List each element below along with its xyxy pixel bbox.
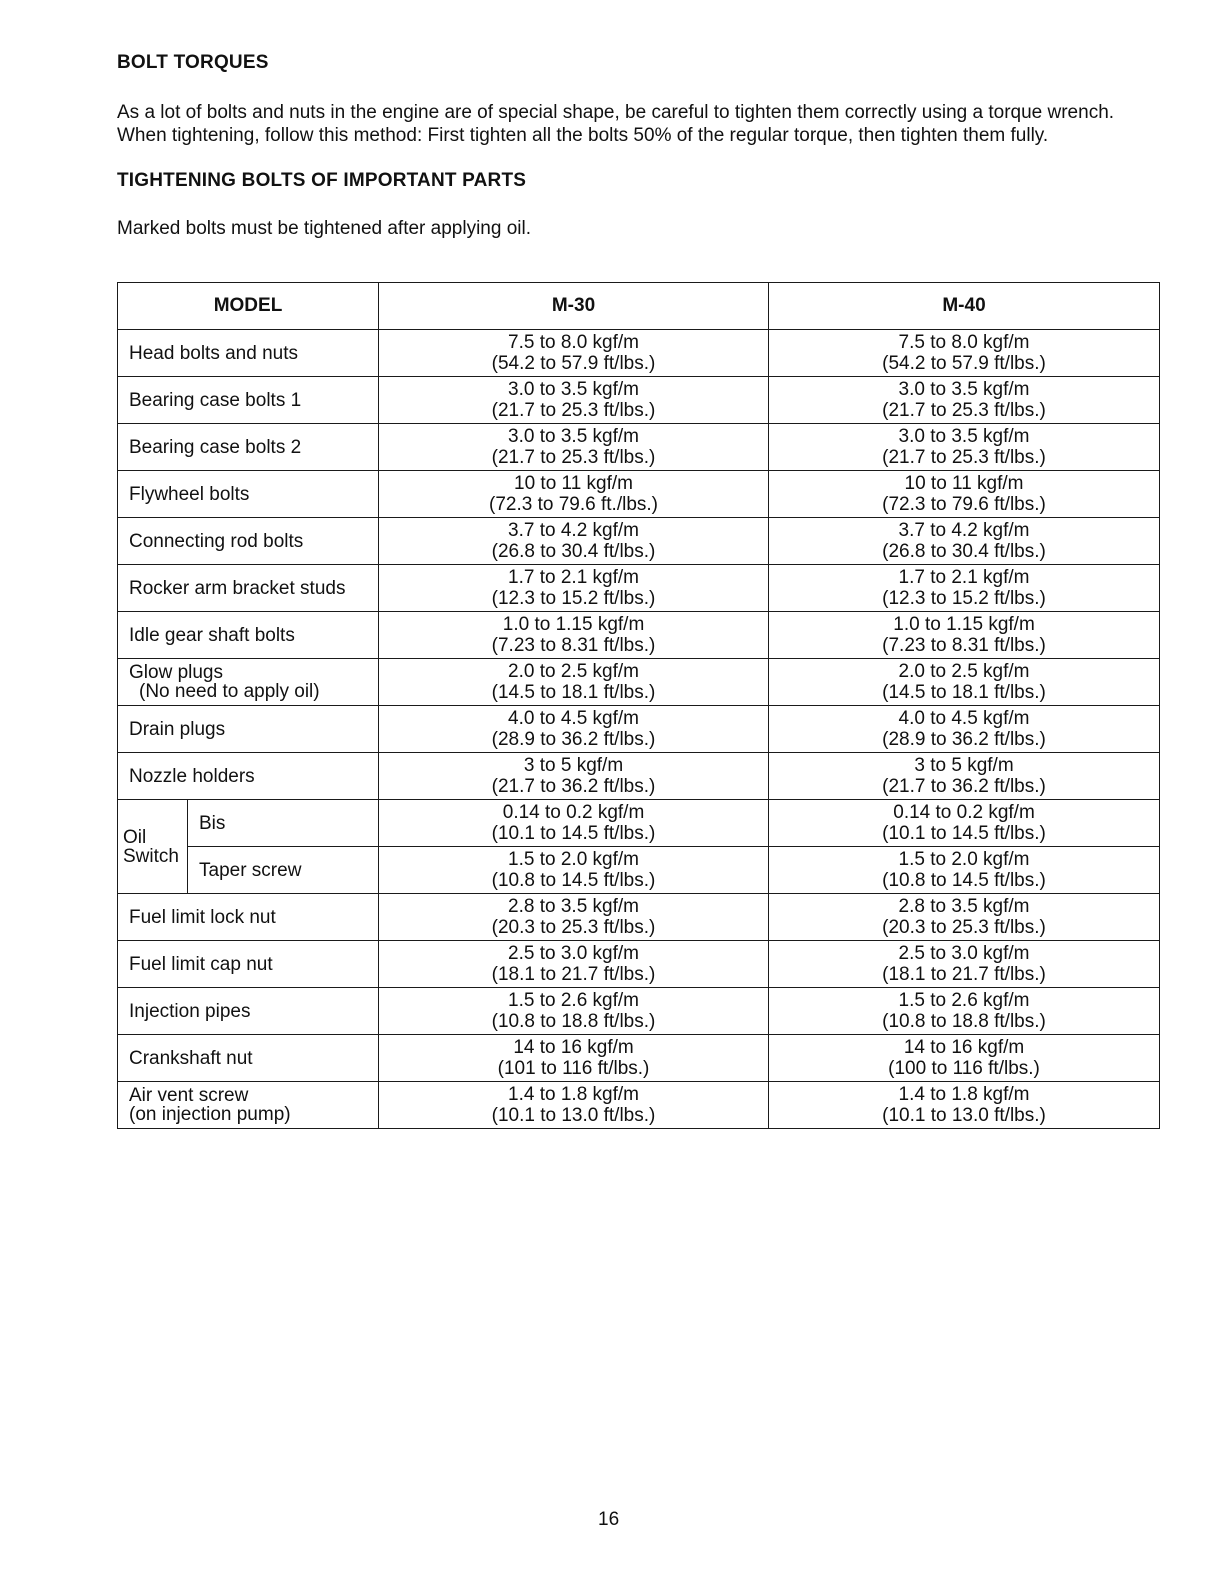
item-name: Nozzle holders	[118, 753, 379, 800]
m40-ftlbs: (26.8 to 30.4 ft/lbs.)	[882, 541, 1046, 562]
m30-value	[379, 424, 769, 471]
m30-value	[379, 659, 769, 706]
header-model: MODEL	[118, 283, 379, 330]
m40-kgf: 3.0 to 3.5 kgf/m	[898, 426, 1030, 447]
m40-ftlbs: (21.7 to 25.3 ft/lbs.)	[882, 447, 1046, 468]
m40-kgf: 3 to 5 kgf/m	[914, 755, 1014, 776]
m40-value	[769, 941, 1160, 988]
m30-ftlbs: (21.7 to 25.3 ft/lbs.)	[491, 447, 656, 468]
m40-kgf: 1.5 to 2.0 kgf/m	[898, 849, 1030, 870]
item-name: Bearing case bolts 2	[118, 424, 379, 471]
m30-kgf: 7.5 to 8.0 kgf/m	[508, 332, 639, 353]
m30-ftlbs: (26.8 to 30.4 ft/lbs.)	[491, 541, 656, 562]
m30-ftlbs: (7.23 to 8.31 ft/lbs.)	[491, 635, 656, 656]
intro-line-1: As a lot of bolts and nuts in the engine are of special shape, be careful to tighten them correctly using a torque wrench.	[117, 102, 1115, 123]
item-name	[118, 659, 379, 706]
table-row	[118, 612, 1160, 659]
item-title: Glow plugs	[129, 662, 223, 683]
item-name: Taper screw	[188, 847, 379, 894]
table-header-row	[118, 283, 1160, 330]
table-row	[118, 330, 1160, 377]
item-name: Injection pipes	[118, 988, 379, 1035]
item-name: Head bolts and nuts	[118, 330, 379, 377]
m30-ftlbs: (54.2 to 57.9 ft/lbs.)	[491, 353, 656, 374]
m40-value	[769, 894, 1160, 941]
m40-kgf: 2.8 to 3.5 kgf/m	[898, 896, 1030, 917]
table-row	[118, 706, 1160, 753]
m30-value	[379, 518, 769, 565]
m40-ftlbs: (14.5 to 18.1 ft/lbs.)	[882, 682, 1046, 703]
m30-ftlbs: (10.8 to 18.8 ft/lbs.)	[491, 1011, 656, 1032]
m30-ftlbs: (21.7 to 36.2 ft/lbs.)	[491, 776, 656, 797]
m40-ftlbs: (21.7 to 36.2 ft/lbs.)	[882, 776, 1046, 797]
m30-value	[379, 706, 769, 753]
table-row	[118, 988, 1160, 1035]
m30-kgf: 2.0 to 2.5 kgf/m	[508, 661, 639, 682]
m40-value	[769, 706, 1160, 753]
m40-kgf: 0.14 to 0.2 kgf/m	[893, 802, 1035, 823]
m40-kgf: 1.7 to 2.1 kgf/m	[898, 567, 1030, 588]
m40-ftlbs: (10.8 to 18.8 ft/lbs.)	[882, 1011, 1046, 1032]
intro-line-2: When tightening, follow this method: First tighten all the bolts 50% of the regular torque, then tighten them fully.	[117, 125, 1049, 146]
m30-value	[379, 847, 769, 894]
m30-value	[379, 330, 769, 377]
group-word-2: Switch	[123, 845, 179, 867]
table-row	[118, 659, 1160, 706]
m30-value	[379, 753, 769, 800]
table-row	[118, 753, 1160, 800]
table-row	[118, 377, 1160, 424]
m40-value	[769, 1035, 1160, 1082]
m40-kgf: 14 to 16 kgf/m	[903, 1037, 1025, 1058]
m30-kgf: 3.0 to 3.5 kgf/m	[508, 426, 639, 447]
m40-ftlbs: (28.9 to 36.2 ft/lbs.)	[882, 729, 1046, 750]
m30-kgf: 0.14 to 0.2 kgf/m	[502, 802, 645, 823]
m40-ftlbs: (7.23 to 8.31 ft/lbs.)	[882, 635, 1046, 656]
oil-switch-group-label	[118, 800, 188, 894]
item-name: Crankshaft nut	[118, 1035, 379, 1082]
m40-ftlbs: (72.3 to 79.6 ft/lbs.)	[882, 494, 1046, 515]
m40-value	[769, 800, 1160, 847]
m40-kgf: 1.0 to 1.15 kgf/m	[893, 614, 1035, 635]
m30-value	[379, 565, 769, 612]
m30-kgf: 1.0 to 1.15 kgf/m	[502, 614, 645, 635]
m40-kgf: 4.0 to 4.5 kgf/m	[898, 708, 1030, 729]
m30-ftlbs: (10.1 to 14.5 ft/lbs.)	[491, 823, 656, 844]
m40-ftlbs: (54.2 to 57.9 ft/lbs.)	[882, 353, 1046, 374]
m40-kgf: 7.5 to 8.0 kgf/m	[898, 332, 1030, 353]
m30-kgf: 14 to 16 kgf/m	[513, 1037, 634, 1058]
m40-value	[769, 659, 1160, 706]
m30-kgf: 2.8 to 3.5 kgf/m	[508, 896, 639, 917]
header-m30: M-30	[379, 283, 769, 330]
m40-kgf: 3.0 to 3.5 kgf/m	[898, 379, 1030, 400]
m30-value	[379, 471, 769, 518]
table-row	[118, 565, 1160, 612]
table-row	[118, 847, 1160, 894]
item-name: Connecting rod bolts	[118, 518, 379, 565]
m30-value	[379, 612, 769, 659]
m40-value	[769, 471, 1160, 518]
m40-value	[769, 988, 1160, 1035]
item-name: Flywheel bolts	[118, 471, 379, 518]
table-row	[118, 424, 1160, 471]
item-name: Rocker arm bracket studs	[118, 565, 379, 612]
m30-value	[379, 894, 769, 941]
m40-value	[769, 753, 1160, 800]
m30-ftlbs: (101 to 116 ft/lbs.)	[497, 1058, 650, 1079]
item-name: Idle gear shaft bolts	[118, 612, 379, 659]
header-m40: M-40	[769, 283, 1160, 330]
m40-value	[769, 330, 1160, 377]
m30-value	[379, 1082, 769, 1129]
table-row	[118, 1082, 1160, 1129]
item-note: (No need to apply oil)	[139, 681, 320, 702]
m40-kgf: 2.0 to 2.5 kgf/m	[898, 661, 1030, 682]
m40-value	[769, 847, 1160, 894]
table-row	[118, 800, 1160, 847]
group-word-1: Oil	[123, 826, 147, 848]
m30-ftlbs: (21.7 to 25.3 ft/lbs.)	[491, 400, 656, 421]
m40-value	[769, 612, 1160, 659]
m40-kgf: 1.5 to 2.6 kgf/m	[898, 990, 1030, 1011]
page-number: 16	[598, 1509, 620, 1530]
m30-kgf: 1.5 to 2.6 kgf/m	[508, 990, 639, 1011]
m30-value	[379, 941, 769, 988]
m30-kgf: 4.0 to 4.5 kgf/m	[508, 708, 639, 729]
table-row	[118, 1035, 1160, 1082]
m30-kgf: 1.5 to 2.0 kgf/m	[508, 849, 639, 870]
item-name: Fuel limit lock nut	[118, 894, 379, 941]
m40-value	[769, 424, 1160, 471]
table-row	[118, 894, 1160, 941]
m40-ftlbs: (12.3 to 15.2 ft/lbs.)	[882, 588, 1046, 609]
table-row	[118, 941, 1160, 988]
m40-ftlbs: (18.1 to 21.7 ft/lbs.)	[882, 964, 1046, 985]
m30-ftlbs: (12.3 to 15.2 ft/lbs.)	[491, 588, 656, 609]
m30-kgf: 3.0 to 3.5 kgf/m	[508, 379, 639, 400]
m30-ftlbs: (14.5 to 18.1 ft/lbs.)	[491, 682, 656, 703]
m30-kgf: 2.5 to 3.0 kgf/m	[508, 943, 639, 964]
subsection-title: TIGHTENING BOLTS OF IMPORTANT PARTS	[117, 170, 527, 191]
m30-ftlbs: (20.3 to 25.3 ft/lbs.)	[491, 917, 656, 938]
m40-ftlbs: (10.1 to 14.5 ft/lbs.)	[882, 823, 1046, 844]
m40-kgf: 3.7 to 4.2 kgf/m	[898, 520, 1030, 541]
m30-ftlbs: (10.1 to 13.0 ft/lbs.)	[491, 1105, 656, 1126]
m40-ftlbs: (10.1 to 13.0 ft/lbs.)	[882, 1105, 1046, 1126]
m30-ftlbs: (10.8 to 14.5 ft/lbs.)	[491, 870, 656, 891]
m40-kgf: 10 to 11 kgf/m	[904, 473, 1024, 494]
table-row	[118, 518, 1160, 565]
item-name: Fuel limit cap nut	[118, 941, 379, 988]
m30-ftlbs: (72.3 to 79.6 ft./lbs.)	[489, 494, 658, 515]
m30-ftlbs: (28.9 to 36.2 ft/lbs.)	[491, 729, 656, 750]
oil-note: Marked bolts must be tightened after applying oil.	[117, 218, 532, 239]
m40-ftlbs: (21.7 to 25.3 ft/lbs.)	[882, 400, 1046, 421]
item-name: Drain plugs	[118, 706, 379, 753]
m40-ftlbs: (10.8 to 14.5 ft/lbs.)	[882, 870, 1046, 891]
intro-paragraph	[117, 101, 1187, 147]
item-title: Air vent screw	[129, 1085, 249, 1106]
m30-kgf: 3.7 to 4.2 kgf/m	[508, 520, 639, 541]
item-name: Bearing case bolts 1	[118, 377, 379, 424]
item-name	[118, 1082, 379, 1129]
m30-value	[379, 1035, 769, 1082]
m30-kgf: 3 to 5 kgf/m	[523, 755, 624, 776]
section-title: BOLT TORQUES	[117, 52, 269, 73]
m30-value	[379, 800, 769, 847]
m40-value	[769, 1082, 1160, 1129]
m40-value	[769, 377, 1160, 424]
table-row	[118, 471, 1160, 518]
m30-kgf: 1.7 to 2.1 kgf/m	[508, 567, 639, 588]
m40-value	[769, 518, 1160, 565]
torque-table	[117, 282, 1160, 1129]
m40-ftlbs: (20.3 to 25.3 ft/lbs.)	[882, 917, 1046, 938]
m40-kgf: 1.4 to 1.8 kgf/m	[898, 1084, 1030, 1105]
m40-value	[769, 565, 1160, 612]
m30-value	[379, 377, 769, 424]
m30-value	[379, 988, 769, 1035]
m30-kgf: 1.4 to 1.8 kgf/m	[508, 1084, 639, 1105]
m40-ftlbs: (100 to 116 ft/lbs.)	[888, 1058, 1040, 1079]
item-name: Bis	[188, 800, 379, 847]
m40-kgf: 2.5 to 3.0 kgf/m	[898, 943, 1030, 964]
m30-ftlbs: (18.1 to 21.7 ft/lbs.)	[491, 964, 656, 985]
item-note: (on injection pump)	[129, 1104, 291, 1125]
m30-kgf: 10 to 11 kgf/m	[514, 473, 634, 494]
